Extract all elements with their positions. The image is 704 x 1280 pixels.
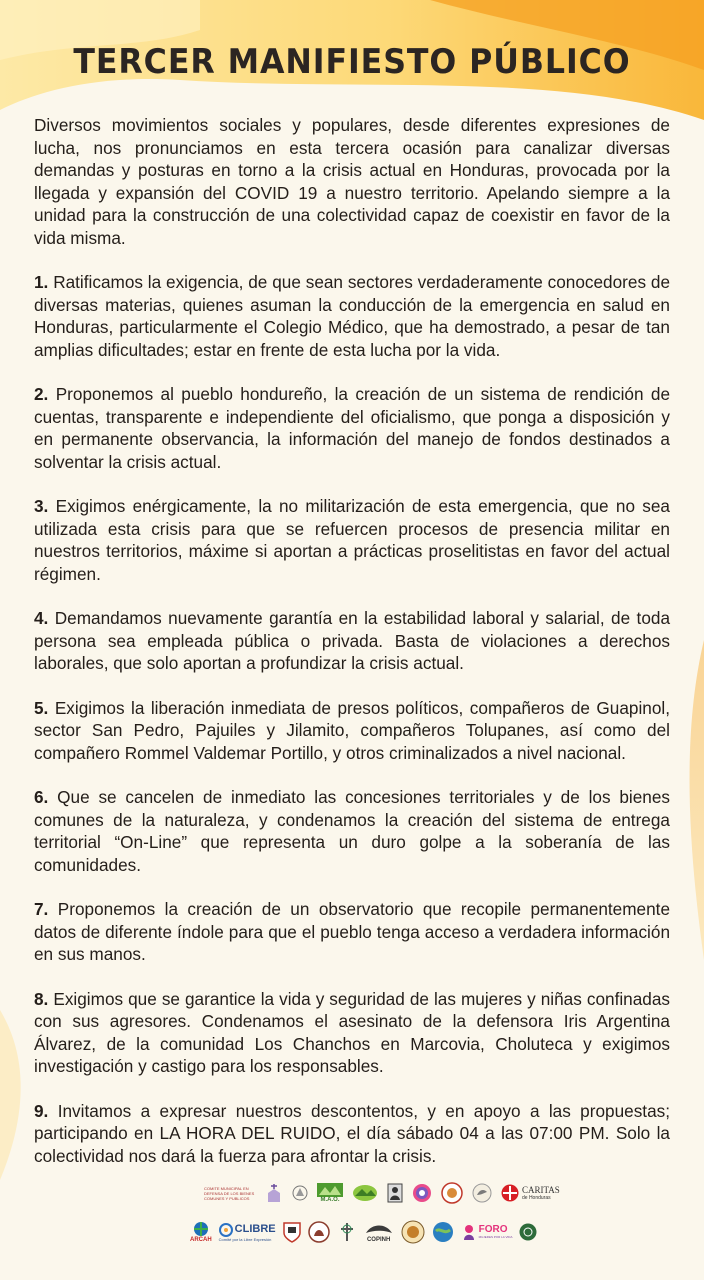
mao-logo: M.A.O. bbox=[317, 1183, 343, 1203]
point-item bbox=[34, 495, 670, 585]
seal-logo bbox=[401, 1220, 425, 1244]
shield-logo bbox=[283, 1221, 301, 1243]
clibre-logo: CLIBRE Comité por la Libre Expresión bbox=[218, 1223, 276, 1242]
point-item bbox=[34, 988, 670, 1078]
green-circle-logo bbox=[519, 1223, 537, 1241]
point-text: Exigimos enérgicamente, la no militarización de esta emergencia, que no sea utilizada esta crisis para que se refuercen procesos de presencia militar en nuestros territorios, máxime si aportan a prácticas proselitistas en favor del actual régimen. bbox=[34, 496, 670, 584]
dove-logo bbox=[472, 1183, 492, 1203]
point-item bbox=[34, 1100, 670, 1168]
point-item bbox=[34, 383, 670, 473]
page-title: TERCER MANIFIESTO PÚBLICO bbox=[73, 42, 631, 82]
point-text: Invitamos a expresar nuestros descontentos, y en apoyo a las propuestas; participando en LA HORA DEL RUIDO, el día sábado 04 a las 07:00 PM. Solo la colectividad nos dará la fuerza para afrontar la crisis. bbox=[34, 1100, 670, 1166]
badge-logo bbox=[308, 1221, 330, 1243]
intro-paragraph: Diversos movimientos sociales y populares, desde diferentes expresiones de lucha, nos pronunciamos en esta tercera ocasión para canalizar diversas demandas y posturas en torno a la crisis actual en Honduras, provocada por la llegada y expansión del COVID 19 a nuestro territorio. Apelando siempre a la unidad para la construcción de una colectividad capaz de coexistir en favor de la vida misma. bbox=[34, 115, 670, 248]
point-text: Exigimos la liberación inmediata de presos políticos, compañeros de Guapinol, sector San Pedro, Pajuiles y Jilamito, compañeros Tolupanes, así como del compañero Rommel Valdemar Portillo, y otros criminalizados a nivel nacional. bbox=[34, 697, 670, 763]
person-logo bbox=[387, 1183, 403, 1203]
foro-mujeres-logo: FORO MUJERES POR LA VIDA bbox=[461, 1223, 513, 1241]
point-number: 6. bbox=[34, 787, 49, 807]
copinh-logo: COPINH bbox=[364, 1221, 394, 1243]
round-seal-logo bbox=[441, 1182, 463, 1204]
point-number: 1. bbox=[34, 272, 49, 292]
point-number: 5. bbox=[34, 697, 49, 718]
point-number: 3. bbox=[34, 496, 49, 516]
point-item bbox=[34, 898, 670, 966]
point-text: Demandamos nuevamente garantía en la estabilidad laboral y salarial, de toda persona sea empleada pública o privada. Basta de violaciones a derechos laborales, que solo aportan a profundizar la crisis actual. bbox=[34, 608, 670, 673]
emblem-logo bbox=[292, 1184, 308, 1202]
point-text: Ratificamos la exigencia, de que sean sectores verdaderamente conocedores de diversas materias, quienes asuman la conducción de la emergencia en salud en Honduras, particularmente el Colegio Médico, que ha demostrado, a pesar de tan amplias dificultades; estar en frente de esta lucha por la vida. bbox=[34, 272, 670, 360]
point-item bbox=[34, 271, 670, 361]
cross-logo bbox=[337, 1221, 357, 1243]
landscape-logo bbox=[352, 1184, 378, 1202]
organization-logos bbox=[0, 1178, 704, 1258]
point-item bbox=[34, 607, 670, 675]
point-number: 8. bbox=[34, 988, 49, 1009]
caritas-logo: CARITAS de Honduras bbox=[501, 1184, 560, 1202]
logo-row-top bbox=[204, 1182, 560, 1204]
point-number: 2. bbox=[34, 384, 49, 404]
colorful-circle-logo bbox=[412, 1183, 432, 1203]
manifesto-body bbox=[34, 114, 670, 1189]
arcah-logo: ARCAH bbox=[190, 1221, 212, 1243]
point-number: 4. bbox=[34, 608, 49, 628]
church-logo bbox=[265, 1183, 283, 1203]
logo-row-bottom bbox=[190, 1220, 537, 1244]
point-text: Que se cancelen de inmediato las concesiones territoriales y de los bienes comunes de la naturaleza, y condenamos la creación del sistema de entrega territorial “On-Line” que representa un duro golpe a la soberanía de las comunidades. bbox=[34, 787, 670, 875]
globe-logo bbox=[432, 1221, 454, 1243]
point-item bbox=[34, 697, 670, 765]
point-text: Exigimos que se garantice la vida y seguridad de las mujeres y niñas confinadas con sus agresores. Condenamos el asesinato de la defensora Iris Argentina Álvarez, de la comunidad Los Chanchos en Marcovia, Choluteca y exigimos investigación y castigo para los responsables. bbox=[34, 988, 670, 1076]
point-item bbox=[34, 786, 670, 876]
point-number: 7. bbox=[34, 899, 49, 919]
comite-municipal-logo: COMITE MUNICIPAL EN DEFENSA DE LOS BIENES COMUNES Y PUBLICOS bbox=[204, 1185, 255, 1201]
point-text: Proponemos la creación de un observatorio que recopile permanentemente datos de diferente índole para que el pueblo tenga acceso a verdadera información en sus manos. bbox=[34, 899, 670, 964]
point-text: Proponemos al pueblo hondureño, la creación de un sistema de rendición de cuentas, transparente e independiente del oficialismo, que ponga a disposición y en permanente observancia, la información del manejo de fondos destinados a solventar la crisis actual. bbox=[34, 384, 670, 472]
point-number: 9. bbox=[34, 1100, 49, 1121]
